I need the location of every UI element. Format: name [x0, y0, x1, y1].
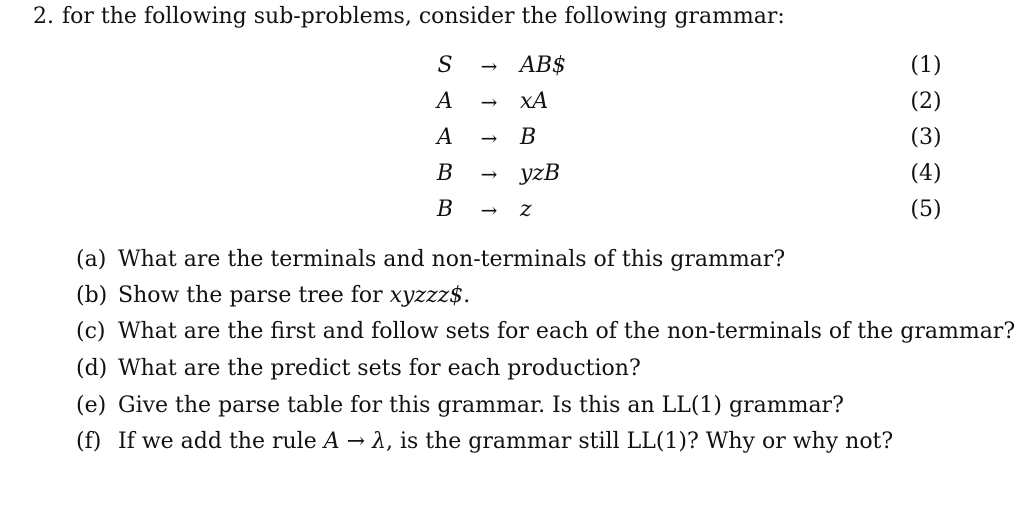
rule-rhs: B	[520, 125, 537, 150]
grammar-rule	[0, 192, 1024, 228]
sub-problem-e	[0, 388, 1024, 424]
sub-problem-text-after: , is the grammar still LL(1)? Why or why not?	[385, 429, 894, 454]
problem-statement	[33, 2, 785, 32]
sub-problem-letter: (d)	[76, 356, 108, 381]
arrow-icon: →	[480, 90, 498, 114]
sub-problem-text-before: Show the parse tree for	[118, 283, 390, 308]
arrow-icon: →	[480, 198, 498, 222]
rule-rhs: yzB	[520, 161, 561, 186]
rule-number: (5)	[910, 197, 942, 222]
sub-problem-a	[0, 242, 1024, 278]
rule-lhs: B	[436, 161, 454, 186]
sub-problem-text: What are the first and follow sets for each of the non-terminals of the grammar?	[118, 319, 1016, 344]
sub-problem-letter: (a)	[76, 247, 107, 272]
sub-problem-text	[118, 424, 893, 460]
rule-lhs: B	[436, 197, 454, 222]
arrow-icon: →	[480, 126, 498, 150]
sub-problem-text: What are the predict sets for each production?	[118, 356, 641, 381]
arrow-icon: →	[480, 162, 498, 186]
sub-problem-letter: (e)	[76, 393, 107, 418]
rule-number: (1)	[910, 53, 942, 78]
grammar-rule	[0, 84, 1024, 120]
sub-problem-b	[0, 278, 1024, 314]
sub-problem-text-before: If we add the rule	[118, 429, 324, 454]
math-expression: A → λ	[323, 429, 386, 454]
grammar-rule	[0, 48, 1024, 84]
rule-lhs: A	[437, 89, 453, 114]
sub-problem-d	[0, 351, 1024, 387]
rule-lhs: A	[437, 125, 453, 150]
sub-problem-letter: (c)	[76, 319, 106, 344]
math-expression: xyzzz$	[389, 283, 464, 308]
rule-rhs: xA	[520, 89, 549, 114]
problem-text: for the following sub-problems, consider the following grammar:	[62, 4, 785, 29]
sub-problem-f	[0, 424, 1024, 460]
rule-number: (3)	[910, 125, 942, 150]
rule-number: (4)	[910, 161, 942, 186]
sub-problem-text-after: .	[463, 283, 471, 308]
sub-problem-text: What are the terminals and non-terminals of this grammar?	[118, 247, 786, 272]
rule-rhs: AB$	[520, 53, 567, 78]
rule-number: (2)	[910, 89, 942, 114]
grammar-rule	[0, 120, 1024, 156]
arrow-icon: →	[480, 54, 498, 78]
sub-problem-letter: (f)	[76, 429, 102, 454]
sub-problem-text	[118, 278, 470, 314]
grammar-rule	[0, 156, 1024, 192]
sub-problem-letter: (b)	[76, 283, 108, 308]
problem-number: 2.	[33, 4, 54, 29]
sub-problem-c	[0, 314, 1024, 350]
sub-problem-text: Give the parse table for this grammar. Is this an LL(1) grammar?	[118, 393, 844, 418]
rule-lhs: S	[437, 53, 453, 78]
rule-rhs: z	[520, 197, 532, 222]
